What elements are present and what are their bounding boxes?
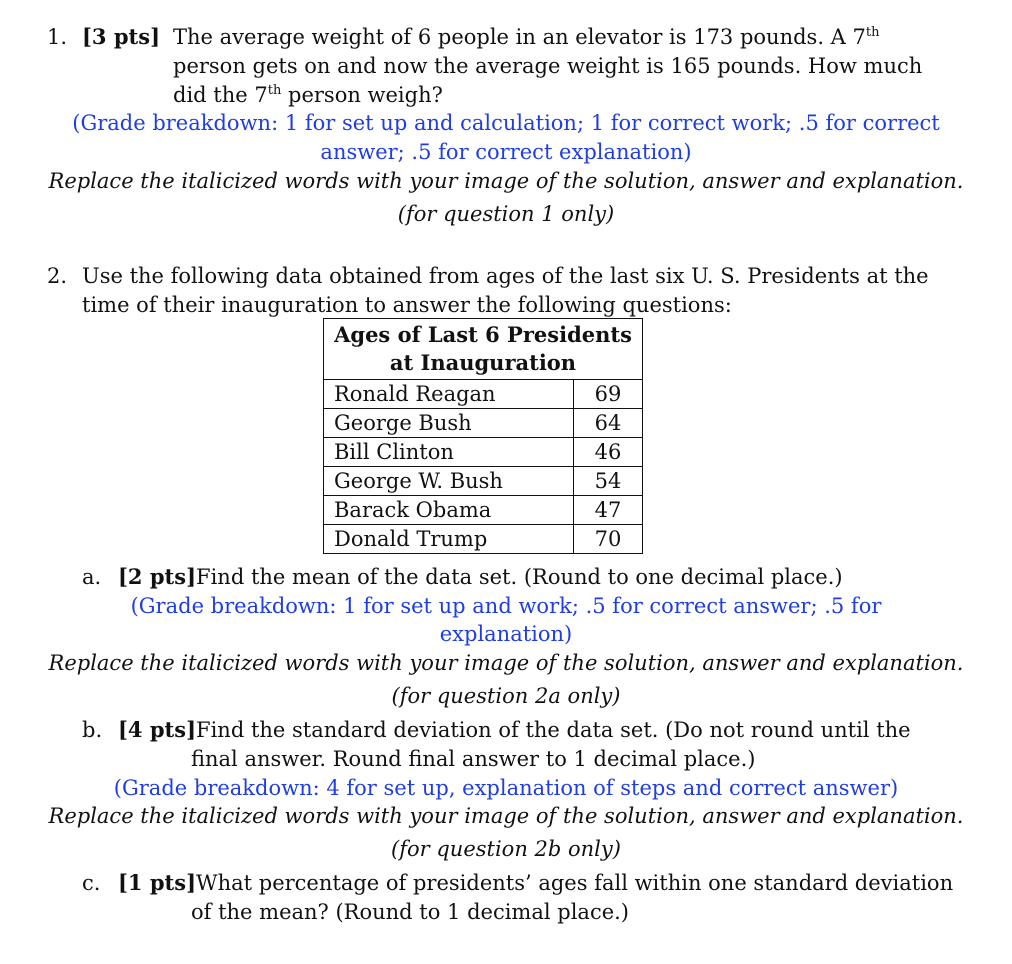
- q2-line1: Use the following data obtained from ages of the last six U. S. Presidents at the: [82, 264, 929, 288]
- q2a-points: [2 pts]: [118, 564, 197, 589]
- q1-line3: [173, 81, 443, 109]
- q2c-points: [1 pts]: [118, 870, 197, 895]
- q2b-points: [4 pts]: [118, 717, 197, 742]
- q1-grade-line2: answer; .5 for correct explanation): [320, 140, 692, 164]
- president-name: Donald Trump: [324, 525, 574, 554]
- q1-only-note: (for question 1 only): [397, 202, 615, 226]
- q2b-grade: (Grade breakdown: 4 for set up, explanation of steps and correct answer): [113, 776, 899, 800]
- q2-line2: time of their inauguration to answer the following questions:: [82, 293, 732, 317]
- q2b-replace-instruction: Replace the italicized words with your image of the solution, answer and explanation.: [48, 804, 964, 828]
- q2a-line: [118, 563, 843, 591]
- president-age: 64: [574, 409, 643, 438]
- q2a-only-note: (for question 2a only): [391, 684, 621, 708]
- table-row: [324, 496, 643, 525]
- president-name: George Bush: [324, 409, 574, 438]
- president-name: Barack Obama: [324, 496, 574, 525]
- president-name: George W. Bush: [324, 467, 574, 496]
- president-name: Ronald Reagan: [324, 380, 574, 409]
- q1-line3-sup: th: [267, 83, 282, 98]
- q1-points: [82, 23, 160, 51]
- q1-number: 1.: [47, 25, 68, 49]
- president-age: 46: [574, 438, 643, 467]
- q2b-text1: Find the standard deviation of the data set. (Do not round until the: [196, 718, 911, 742]
- president-age: 70: [574, 525, 643, 554]
- q1-replace-instruction: Replace the italicized words with your image of the solution, answer and explanation.: [48, 169, 964, 193]
- president-age: 47: [574, 496, 643, 525]
- q2a-replace-instruction: Replace the italicized words with your image of the solution, answer and explanation.: [48, 651, 964, 675]
- president-name: Bill Clinton: [324, 438, 574, 467]
- table-title: [324, 319, 643, 380]
- q2b-text2: final answer. Round final answer to 1 decimal place.): [191, 747, 756, 771]
- q2a-letter: a.: [82, 565, 102, 589]
- q2a-text: Find the mean of the data set. (Round to one decimal place.): [196, 565, 843, 589]
- q1-points-label: [3 pts]: [82, 24, 161, 49]
- table-title-line2: at Inauguration: [389, 350, 577, 375]
- q1-line3-a: did the 7: [173, 83, 268, 107]
- q1-line1-text: The average weight of 6 people in an elevator is 173 pounds. A 7: [173, 25, 866, 49]
- q1-line1-sup: th: [865, 25, 880, 40]
- q2c-text2: of the mean? (Round to 1 decimal place.): [191, 900, 629, 924]
- q2a-grade-line2: explanation): [439, 622, 573, 646]
- president-age: 69: [574, 380, 643, 409]
- table-row: [324, 438, 643, 467]
- table-row: [324, 380, 643, 409]
- president-age: 54: [574, 467, 643, 496]
- q1-line2: person gets on and now the average weight is 165 pounds. How much: [173, 54, 923, 78]
- presidents-ages-table: [323, 318, 643, 554]
- table-row: [324, 525, 643, 554]
- q2a-grade-line1: (Grade breakdown: 1 for set up and work; .5 for correct answer; .5 for: [130, 594, 882, 618]
- q1-line1: [173, 23, 880, 51]
- q2c-text1: What percentage of presidents’ ages fall within one standard deviation: [196, 871, 954, 895]
- q2b-line1: [118, 716, 911, 744]
- table-row: [324, 409, 643, 438]
- q2c-line1: [118, 869, 953, 897]
- table-row: [324, 467, 643, 496]
- q1-line3-b: person weigh?: [281, 83, 443, 107]
- q2c-letter: c.: [82, 871, 101, 895]
- q2b-letter: b.: [82, 718, 103, 742]
- q1-grade-line1: (Grade breakdown: 1 for set up and calculation; 1 for correct work; .5 for correct: [72, 111, 940, 135]
- table-title-line1: Ages of Last 6 Presidents: [334, 322, 632, 347]
- q2-number: 2.: [47, 264, 68, 288]
- q2b-only-note: (for question 2b only): [391, 837, 621, 861]
